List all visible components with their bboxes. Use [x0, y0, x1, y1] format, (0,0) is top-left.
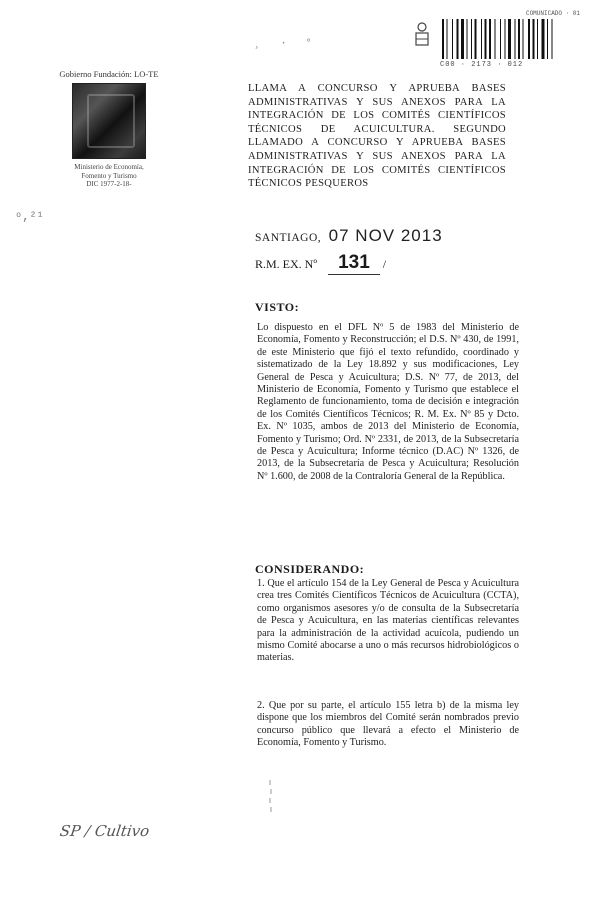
logo-line-1: Ministerio de Economía,	[74, 163, 144, 172]
resolution-label: R.M. EX. Nº	[255, 257, 318, 271]
date-stamp: 07 NOV 2013	[328, 226, 443, 245]
seal-icon	[410, 20, 434, 50]
top-scribble: ¸ · °	[255, 38, 319, 50]
date-label: SANTIAGO,	[255, 232, 322, 244]
logo-top-text: Gobierno Fundación: LO-TE	[59, 69, 159, 79]
considerando-heading: CONSIDERANDO:	[255, 562, 365, 576]
considerando-item: 2. Que por su parte, el artículo 155 letra b) de la misma ley dispone que los miembros del Comité serán nombrados previo concurso público que llevará a efecto el Ministerio de Economía, Fomento y Turismo.	[257, 700, 519, 749]
handwritten-signature: SP / Cultivo	[58, 822, 151, 840]
document-barcode	[440, 10, 580, 69]
margin-ticks	[266, 780, 276, 816]
considerando-item: 1. Que el artículo 154 de la Ley General de Pesca y Acuicultura crea tres Comités Científicos Técnicos de Acuicultura (CCTA), como organismos asesores y/o de consulta de la Subsecretaría de Pesca y Acuicultura, en las materias científicas relevantes para la administración de la actividad acuícola, pudiendo un mismo Comité abocarse a uno o más recursos hidrobiológicos o materias.	[257, 578, 519, 664]
barcode-icon	[440, 17, 580, 61]
date-line	[255, 226, 443, 246]
institution-logo	[50, 70, 168, 189]
logo-emblem-icon	[72, 83, 146, 159]
visto-paragraph: Lo dispuesto en el DFL Nº 5 de 1983 del Ministerio de Economía, Fomento y Reconstrucción; el D.S. Nº 430, de 1991, de este Ministerio que fijó el texto refundido, coordinado y sistematizado de la Ley 18.892 y sus modificaciones, Ley General de Pesca y Acuicultura; D.S. Nº 77, de 2013, del Ministerio de Economía, Fomento y Turismo que establece el Reglamento de funcionamiento, toma de decisión e integración de los Comités Científicos Técnicos; R. M. Ex. Nº 85 y Dcto. Ex. Nº 1035, ambos de 2013 del Ministerio de Economía, Fomento y Turismo; Ord. Nº 2331, de 2013, de la Subsecretaría de Pesca y Acuicultura; Informe técnico (D.AC) Nº 1326, de 2013, de la Subsecretaría de Pesca y Acuicultura; Resolución Nº 1.600, de 2008 de la Contraloría General de la República.	[257, 322, 519, 482]
document-title: LLAMA A CONCURSO Y APRUEBA BASES ADMINISTRATIVAS Y SUS ANEXOS PARA LA INTEGRACIÓN DE LOS COMITÉS CIENTÍFICOS TÉCNICOS DE ACUICULTURA. SEGUNDO LLAMADO A CONCURSO Y APRUEBA BASES ADMINISTRATIVAS Y SUS ANEXOS PARA LA INTEGRACIÓN DE LOS COMITÉS CIENTÍFICOS TÉCNICOS PESQUEROS	[248, 83, 506, 190]
resolution-number-line	[255, 252, 386, 275]
resolution-suffix: /	[382, 257, 387, 271]
barcode-number: C00 · 2173 · 012	[440, 61, 524, 69]
margin-mark: ᵒ,²¹	[15, 210, 44, 224]
logo-line-3: DIC 1977-2-18-	[86, 180, 132, 189]
visto-heading: VISTO:	[255, 300, 300, 314]
logo-line-2: Fomento y Turismo	[81, 171, 137, 180]
barcode-header: COMUNICADO · 01	[525, 10, 580, 17]
resolution-number: 131	[328, 252, 380, 275]
